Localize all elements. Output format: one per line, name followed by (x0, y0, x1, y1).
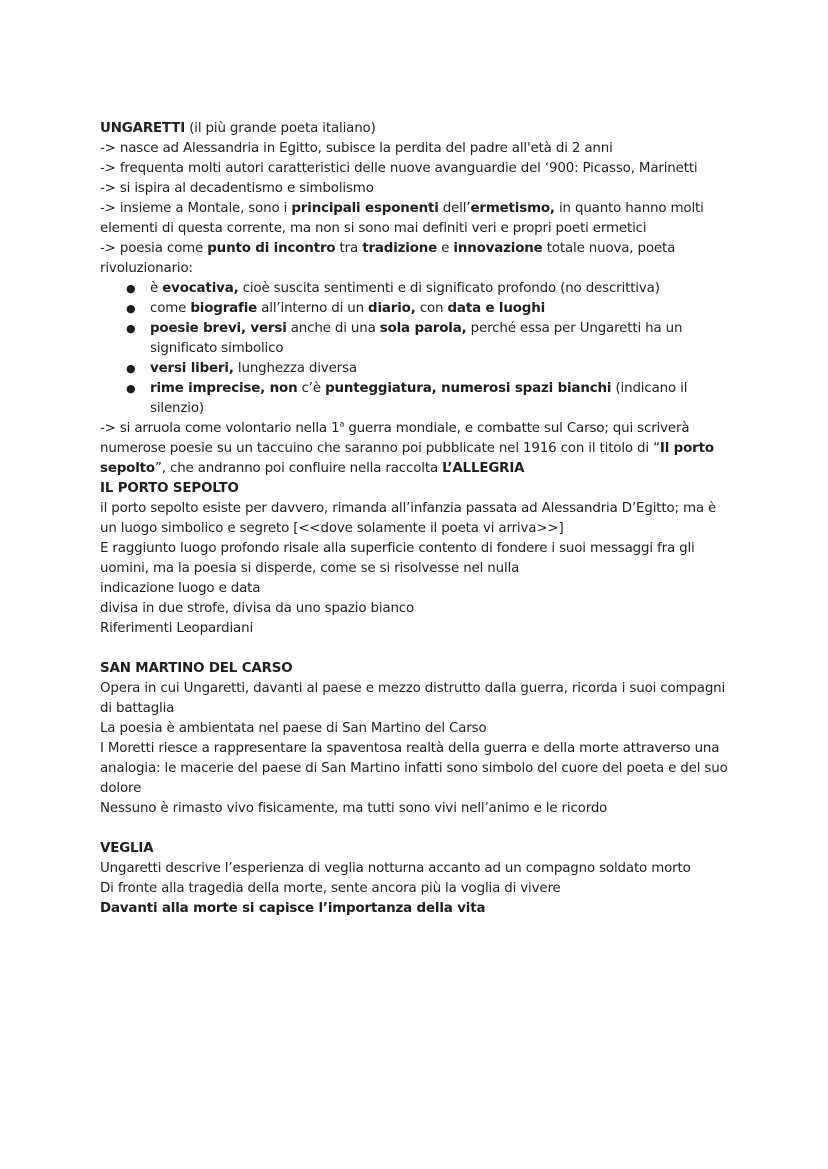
ungaretti-heading: UNGARETTI (il più grande poeta italiano) (100, 121, 376, 136)
bullet-icon: ● (126, 362, 136, 375)
bullet-icon: ● (126, 382, 136, 395)
text-line: Davanti alla morte si capisce l’importanza della vita (100, 901, 486, 916)
text-line: Ungaretti descrive l’esperienza di veglia notturna accanto ad un compagno soldato morto (100, 861, 691, 876)
text-line: -> nasce ad Alessandria in Egitto, subisce la perdita del padre all'età di 2 anni (100, 141, 613, 156)
list-item: ● rime imprecise, non c’è punteggiatura, numerosi spazi bianchi (indicano il silenzio) (126, 381, 688, 416)
text-line: -> poesia come punto di incontro tra tradizione e innovazione totale nuova, poeta rivoluzionario: (100, 241, 676, 276)
bullet-icon: ● (126, 302, 136, 315)
text-line: I Moretti riesce a rappresentare la spaventosa realtà della guerra e della morte attraverso una analogia: le macerie del paese di San Martino infatti sono simbolo del cuore del poeta e del suo dolore (100, 741, 728, 796)
text-line: divisa in due strofe, divisa da uno spazio bianco (100, 601, 415, 616)
text-line: -> si ispira al decadentismo e simbolismo (100, 181, 374, 196)
bullet-icon: ● (126, 282, 136, 295)
text-line: il porto sepolto esiste per davvero, rimanda all’infanzia passata ad Alessandria D’Egitto; ma è un luogo simbolico e segreto [<<dove solamente il poeta vi arriva>>] (100, 501, 717, 536)
text-line: -> si arruola come volontario nella 1$^a$ guerra mondiale, e combatte sul Carso; qui scriverà numerose poesie su un taccuino che saranno poi pubblicate nel 1916 con il titolo di “Il porto sepolto”, che andranno poi confluire nella raccolta L’ALLEGRIA (100, 419, 714, 476)
section-title-san-martino: SAN MARTINO DEL CARSO (100, 661, 293, 676)
text-line: -> insieme a Montale, sono i principali esponenti dell’ermetismo, in quanto hanno molti elementi di questa corrente, ma non si sono mai definiti veri e propri poeti ermetici (100, 201, 704, 236)
text-line: -> frequenta molti autori caratteristici delle nuove avanguardie del ‘900: Picasso, Marinetti (100, 161, 698, 176)
section-title-porto-sepolto: IL PORTO SEPOLTO (100, 481, 239, 496)
text-line: Nessuno è rimasto vivo fisicamente, ma tutti sono vivi nell’animo e le ricordo (100, 801, 608, 816)
text-line: Opera in cui Ungaretti, davanti al paese e mezzo distrutto dalla guerra, ricorda i suoi compagni di battaglia (100, 681, 726, 716)
section-title-ungaretti: UNGARETTI (100, 121, 186, 136)
list-item: ● versi liberi, lunghezza diversa (126, 359, 730, 379)
text-line: Di fronte alla tragedia della morte, sente ancora più la voglia di vivere (100, 881, 561, 896)
section-title-veglia: VEGLIA (100, 841, 154, 856)
text-line: indicazione luogo e data (100, 581, 261, 596)
list-item: ● è evocativa, cioè suscita sentimenti e di significato profondo (no descrittiva) (126, 279, 730, 299)
spacer (100, 819, 730, 839)
text-line: E raggiunto luogo profondo risale alla superficie contento di fondere i suoi messaggi fra gli uomini, ma la poesia si disperde, come se si risolvesse nel nulla (100, 541, 695, 576)
text-line: La poesia è ambientata nel paese di San Martino del Carso (100, 721, 487, 736)
text-line: Riferimenti Leopardiani (100, 621, 254, 636)
list-item: ● poesie brevi, versi anche di una sola parola, perché essa per Ungaretti ha un significato simbolico (126, 321, 683, 356)
spacer (100, 639, 730, 659)
bullet-icon: ● (126, 322, 136, 335)
list-item: ● come biografie all’interno di un diario, con data e luoghi (126, 299, 730, 319)
bullet-list (100, 279, 730, 419)
